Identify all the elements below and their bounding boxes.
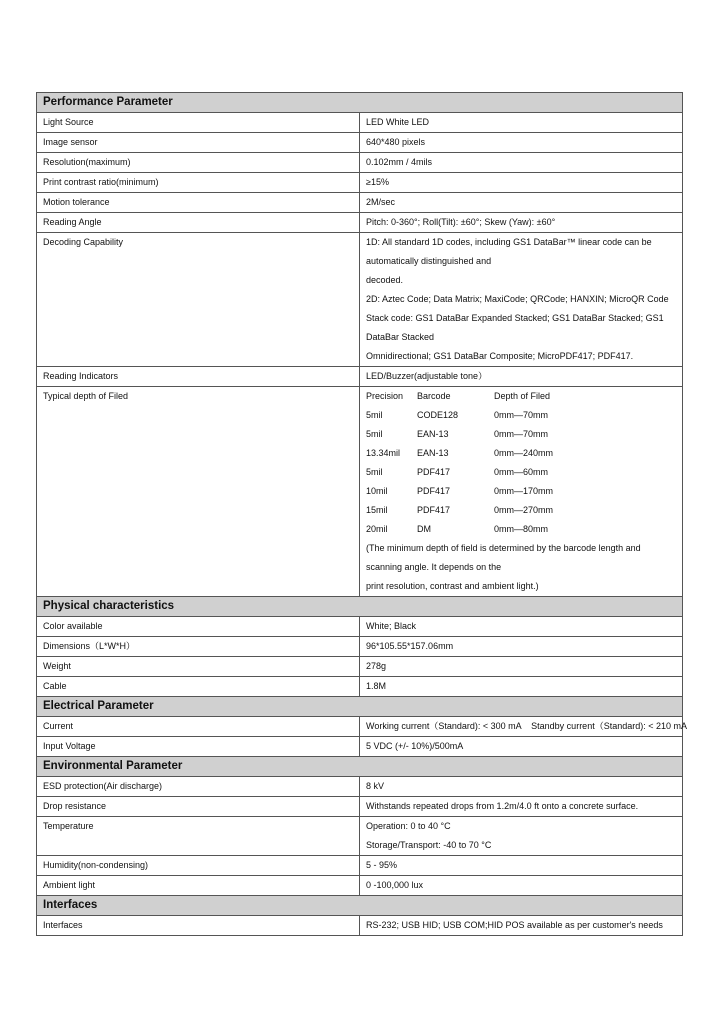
section-title: Performance Parameter: [37, 93, 683, 113]
spec-value: Working current（Standard): < 300 mA Standby current（Standard): < 210 mA: [360, 717, 683, 737]
spec-row-drop: [37, 797, 683, 817]
depth-barcode: PDF417: [417, 505, 451, 515]
spec-value: White; Black: [360, 617, 683, 637]
depth-row: [366, 425, 676, 444]
section-title: Interfaces: [37, 896, 683, 916]
spec-label: Motion tolerance: [37, 193, 360, 213]
spec-value: 5 - 95%: [360, 856, 683, 876]
spec-value: 0 -100,000 lux: [360, 876, 683, 896]
depth-precision: 5mil: [366, 429, 383, 439]
depth-header-barcode: Barcode: [417, 391, 451, 401]
spec-row-current: [37, 717, 683, 737]
section-title: Physical characteristics: [37, 597, 683, 617]
depth-range: 0mm—80mm: [494, 524, 549, 534]
spec-value: 96*105.55*157.06mm: [360, 637, 683, 657]
section-title: Electrical Parameter: [37, 697, 683, 717]
spec-label: Ambient light: [37, 876, 360, 896]
spec-value: [360, 233, 683, 367]
spec-value: 5 VDC (+/- 10%)/500mA: [360, 737, 683, 757]
depth-precision: 15mil: [366, 505, 388, 515]
spec-value: [360, 387, 683, 597]
spec-row-temperature: [37, 817, 683, 856]
depth-precision: 13.34mil: [366, 448, 401, 458]
decoding-line: Omnidirectional; GS1 DataBar Composite; MicroPDF417; PDF417.: [366, 351, 634, 361]
spec-row-weight: [37, 657, 683, 677]
depth-barcode: CODE128: [417, 410, 459, 420]
depth-precision: 5mil: [366, 467, 383, 477]
depth-range: 0mm—60mm: [494, 467, 549, 477]
spec-row-esd: [37, 777, 683, 797]
temperature-line: Operation: 0 to 40 °C: [366, 821, 451, 831]
spec-label: Light Source: [37, 113, 360, 133]
spec-value: RS-232; USB HID; USB COM;HID POS available as per customer's needs: [360, 916, 683, 936]
spec-value: Withstands repeated drops from 1.2m/4.0 ft onto a concrete surface.: [360, 797, 683, 817]
depth-range: 0mm—70mm: [494, 429, 549, 439]
spec-value: ≥15%: [360, 173, 683, 193]
decoding-line: 2D: Aztec Code; Data Matrix; MaxiCode; QRCode; HANXIN; MicroQR Code: [366, 294, 669, 304]
spec-label: Color available: [37, 617, 360, 637]
spec-label: Resolution(maximum): [37, 153, 360, 173]
depth-barcode: EAN-13: [417, 429, 449, 439]
spec-label: Reading Angle: [37, 213, 360, 233]
depth-barcode: PDF417: [417, 467, 451, 477]
depth-row: [366, 463, 676, 482]
depth-row: [366, 444, 676, 463]
spec-row-cable: [37, 677, 683, 697]
spec-row-contrast: [37, 173, 683, 193]
spec-row-depth-of-field: [37, 387, 683, 597]
spec-label: Weight: [37, 657, 360, 677]
spec-document: [36, 92, 687, 936]
spec-row-humidity: [37, 856, 683, 876]
spec-row-light-source: [37, 113, 683, 133]
depth-header-precision: Precision: [366, 391, 404, 401]
spec-row-input-voltage: [37, 737, 683, 757]
spec-label: Dimensions（L*W*H）: [37, 637, 360, 657]
section-title: Environmental Parameter: [37, 757, 683, 777]
depth-header-row: [366, 387, 676, 406]
section-header-physical: [37, 597, 683, 617]
depth-barcode: PDF417: [417, 486, 451, 496]
spec-value: 0.102mm / 4mils: [360, 153, 683, 173]
decoding-line: 1D: All standard 1D codes, including GS1 DataBar™ linear code can be automatically distinguished and: [366, 237, 652, 266]
depth-header-depth: Depth of Filed: [494, 391, 551, 401]
spec-row-dimensions: [37, 637, 683, 657]
spec-label: Interfaces: [37, 916, 360, 936]
depth-note-line: (The minimum depth of field is determined by the barcode length and scanning angle. It depends on the: [366, 543, 641, 572]
spec-row-indicators: [37, 367, 683, 387]
depth-row: [366, 406, 676, 425]
spec-value: 8 kV: [360, 777, 683, 797]
spec-label: Image sensor: [37, 133, 360, 153]
decoding-line: Stack code: GS1 DataBar Expanded Stacked; GS1 DataBar Stacked; GS1 DataBar Stacked: [366, 313, 664, 342]
spec-value: 2M/sec: [360, 193, 683, 213]
spec-label: Temperature: [37, 817, 360, 856]
spec-value: 278g: [360, 657, 683, 677]
temperature-line: Storage/Transport: -40 to 70 °C: [366, 840, 492, 850]
section-header-interfaces: [37, 896, 683, 916]
depth-precision: 5mil: [366, 410, 383, 420]
section-header-performance: [37, 93, 683, 113]
depth-precision: 20mil: [366, 524, 388, 534]
spec-value: Pitch: 0-360°; Roll(Tilt): ±60°; Skew (Yaw): ±60°: [360, 213, 683, 233]
spec-row-reading-angle: [37, 213, 683, 233]
spec-row-resolution: [37, 153, 683, 173]
spec-value: LED White LED: [360, 113, 683, 133]
spec-label: Cable: [37, 677, 360, 697]
spec-row-motion: [37, 193, 683, 213]
spec-row-decoding: [37, 233, 683, 367]
spec-label: Reading Indicators: [37, 367, 360, 387]
section-header-environmental: [37, 757, 683, 777]
spec-value: [360, 817, 683, 856]
spec-label: Decoding Capability: [37, 233, 360, 367]
spec-table: [36, 92, 687, 936]
depth-precision: 10mil: [366, 486, 388, 496]
spec-label: Humidity(non-condensing): [37, 856, 360, 876]
depth-barcode: DM: [417, 524, 431, 534]
spec-label: Current: [37, 717, 360, 737]
spec-value: LED/Buzzer(adjustable tone）: [360, 367, 683, 387]
depth-row: [366, 501, 676, 520]
depth-range: 0mm—270mm: [494, 505, 554, 515]
spec-label: Typical depth of Filed: [37, 387, 360, 597]
depth-range: 0mm—70mm: [494, 410, 549, 420]
depth-range: 0mm—170mm: [494, 486, 554, 496]
spec-row-color: [37, 617, 683, 637]
spec-row-image-sensor: [37, 133, 683, 153]
depth-row: [366, 520, 676, 539]
spec-value: 1.8M: [360, 677, 683, 697]
depth-row: [366, 482, 676, 501]
spec-label: Drop resistance: [37, 797, 360, 817]
spec-label: Print contrast ratio(minimum): [37, 173, 360, 193]
spec-row-interfaces: [37, 916, 683, 936]
spec-value: 640*480 pixels: [360, 133, 683, 153]
spec-label: ESD protection(Air discharge): [37, 777, 360, 797]
section-header-electrical: [37, 697, 683, 717]
depth-range: 0mm—240mm: [494, 448, 554, 458]
depth-note-line: print resolution, contrast and ambient light.): [366, 581, 539, 591]
spec-label: Input Voltage: [37, 737, 360, 757]
decoding-line: decoded.: [366, 275, 404, 285]
spec-row-ambient-light: [37, 876, 683, 896]
depth-barcode: EAN-13: [417, 448, 449, 458]
